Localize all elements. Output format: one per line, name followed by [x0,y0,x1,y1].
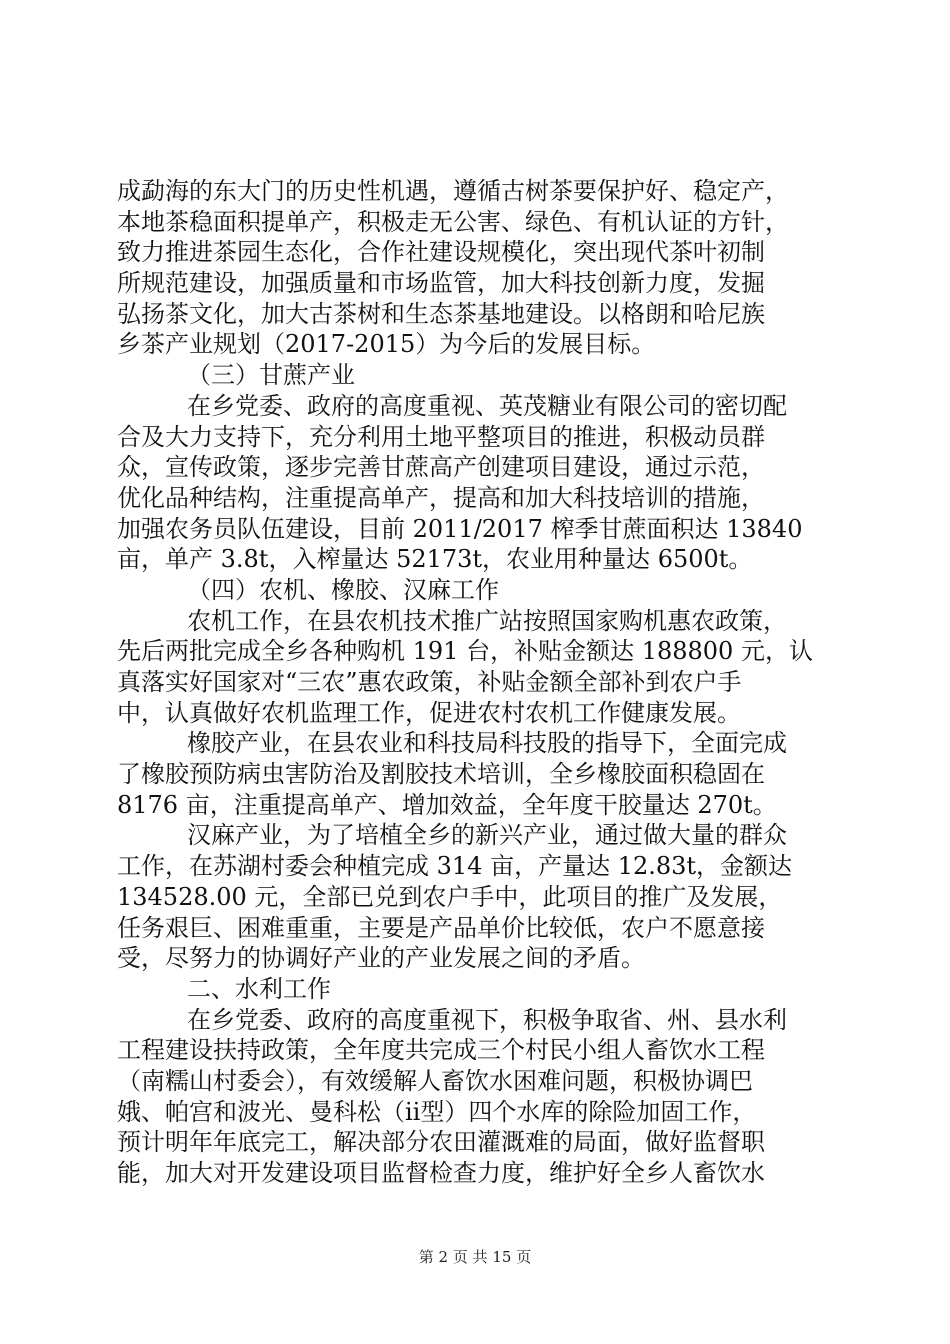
paragraph-first-line: 橡胶产业，在县农业和科技局科技股的指导下，全面完成 [187,729,787,758]
text-line: 弘扬茶文化，加大古茶树和生态茶基地建设。以格朗和哈尼族 [117,299,765,328]
text-line: 乡茶产业规划（2017-2015）为今后的发展目标。 [117,330,656,359]
text-line: 受，尽努力的协调好产业的产业发展之间的矛盾。 [117,944,645,973]
text-line: 任务艰巨、困难重重，主要是产品单价比较低，农户不愿意接 [117,913,765,942]
text-line: 本地茶稳面积提单产，积极走无公害、绿色、有机认证的方针， [117,207,789,236]
text-line: 8176 亩，注重提高单产、增加效益，全年度干胶量达 270t。 [117,790,777,819]
text-line: 工作，在苏湖村委会种植完成 314 亩，产量达 12.83t，金额达 [117,852,793,881]
text-line: 所规范建设，加强质量和市场监管，加大科技创新力度，发掘 [117,269,765,298]
text-line: 优化品种结构，注重提高单产，提高和加大科技培训的措施， [117,483,765,512]
section-heading-water: 二、水利工作 [187,974,331,1003]
text-line: 中，认真做好农机监理工作，促进农村农机工作健康发展。 [117,698,741,727]
page-number-footer: 第 2 页 共 15 页 [418,1248,532,1266]
text-line: 真落实好国家对“三农”惠农政策，补贴金额全部补到农户手 [117,668,742,696]
text-line: 成勐海的东大门的历史性机遇，遵循古树茶要保护好、稳定产， [117,177,789,205]
text-line: （南糯山村委会），有效缓解人畜饮水困难问题，积极协调巴 [117,1066,753,1095]
text-line: 工程建设扶持政策，全年度共完成三个村民小组人畜饮水工程 [117,1036,765,1065]
text-line: 亩，单产 3.8t，入榨量达 52173t，农业用种量达 6500t。 [117,545,753,574]
section-heading-machinery: （四）农机、橡胶、汉麻工作 [187,575,499,604]
text-line: 众，宣传政策，逐步完善甘蔗高产创建项目建设，通过示范， [117,453,765,482]
section-heading-sugarcane: （三）甘蔗产业 [187,361,355,390]
text-line: 了橡胶预防病虫害防治及割胶技术培训，全乡橡胶面积稳固在 [117,760,765,789]
text-line: 合及大力支持下，充分利用土地平整项目的推进，积极动员群 [117,422,765,451]
text-line: 预计明年年底完工，解决部分农田灌溉难的局面，做好监督职 [117,1128,765,1157]
text-line: 加强农务员队伍建设，目前 2011/2017 榨季甘蔗面积达 13840 [117,514,803,543]
paragraph-first-line: 在乡党委、政府的高度重视下，积极争取省、州、县水利 [187,1005,787,1034]
text-line: 致力推进茶园生态化，合作社建设规模化，突出现代茶叶初制 [117,238,765,267]
paragraph-first-line: 在乡党委、政府的高度重视、英茂糖业有限公司的密切配 [187,391,787,420]
paragraph-first-line: 汉麻产业，为了培植全乡的新兴产业，通过做大量的群众 [187,821,787,850]
paragraph-first-line: 农机工作，在县农机技术推广站按照国家购机惠农政策， [187,606,787,635]
text-line: 先后两批完成全乡各种购机 191 台，补贴金额达 188800 元，认 [117,637,813,666]
text-line: 娥、帕宫和波光、曼科松（ⅱ型）四个水库的除险加固工作， [117,1097,757,1126]
text-line: 134528.00 元，全部已兑到农户手中，此项目的推广及发展， [117,882,783,911]
text-line: 能，加大对开发建设项目监督检查力度，维护好全乡人畜饮水 [117,1159,765,1187]
document-body [117,176,837,1189]
